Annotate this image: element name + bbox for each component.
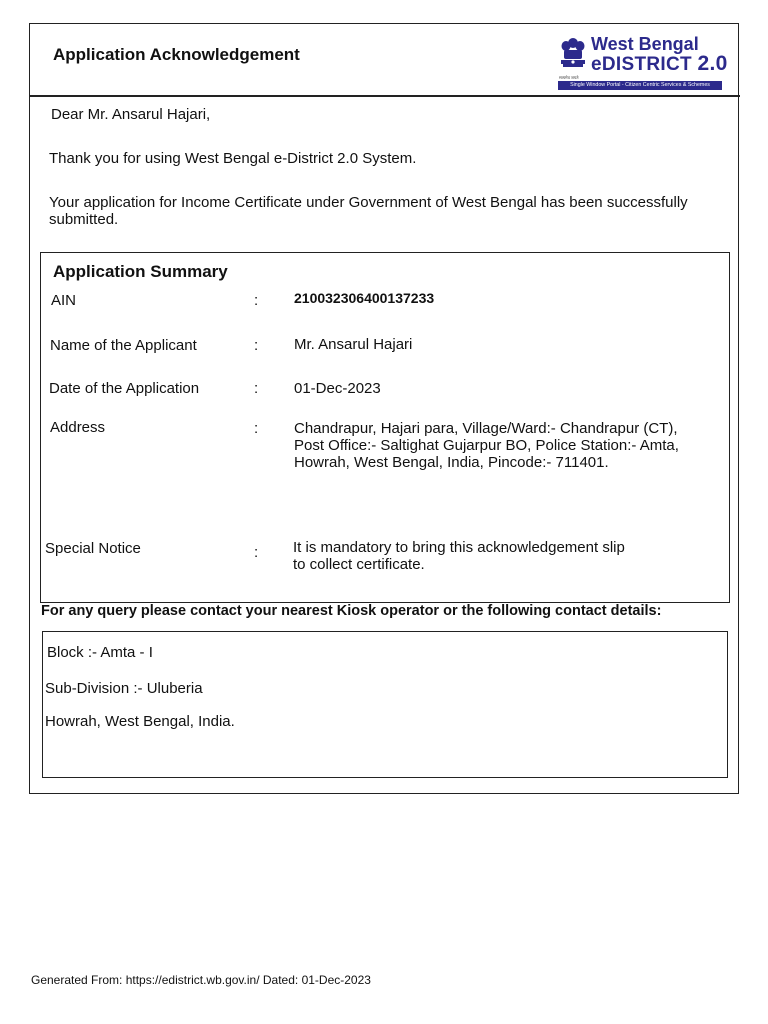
ain-separator: : (254, 292, 259, 309)
contact-subdivision: Sub-Division :- Uluberia (45, 680, 203, 697)
address-line: Post Office:- Saltighat Gujarpur BO, Police Station:- Amta, (294, 437, 679, 454)
west-bengal-edistrict-logo (556, 33, 728, 91)
submission-message-line2: submitted. (49, 211, 119, 228)
application-summary-heading: Application Summary (53, 262, 228, 281)
applicant-name-label: Name of the Applicant (50, 337, 197, 354)
contact-location: Howrah, West Bengal, India. (45, 713, 235, 730)
thanks-message: Thank you for using West Bengal e-District 2.0 System. (49, 150, 417, 167)
address-line: Chandrapur, Hajari para, Village/Ward:- Chandrapur (CT), (294, 420, 678, 437)
contact-query-text: For any query please contact your nearest Kiosk operator or the following contact details: (41, 603, 662, 619)
address-separator: : (254, 420, 259, 437)
logo-edistrict-prefix: eDISTRICT (591, 54, 692, 75)
special-notice-label: Special Notice (45, 540, 141, 557)
special-notice-separator: : (254, 544, 259, 561)
special-notice-line: It is mandatory to bring this acknowledgement slip (293, 539, 625, 556)
ashoka-emblem-icon (558, 35, 588, 75)
logo-west-bengal-text: West Bengal (591, 34, 699, 54)
applicant-name-separator: : (254, 337, 259, 354)
logo-edistrict-text (591, 52, 728, 76)
application-date-separator: : (254, 380, 259, 397)
ain-value: 210032306400137233 (294, 290, 435, 306)
greeting: Dear Mr. Ansarul Hajari, (51, 106, 211, 123)
page-title: Application Acknowledgement (53, 45, 300, 64)
special-notice-line: to collect certificate. (293, 556, 425, 573)
logo-version: 2.0 (697, 52, 728, 75)
application-date-value: 01-Dec-2023 (294, 380, 381, 397)
logo-motto: सत्यमेव जयते (559, 75, 579, 80)
header-divider (29, 95, 740, 97)
ain-label: AIN (51, 292, 77, 309)
application-date-label: Date of the Application (49, 380, 200, 397)
address-line: Howrah, West Bengal, India, Pincode:- 711401. (294, 454, 609, 471)
address-label: Address (50, 419, 106, 436)
contact-block: Block :- Amta - I (47, 644, 153, 661)
logo-tagline: Single Window Portal - Citizen Centric Services & Schemes (558, 81, 722, 90)
applicant-name-value: Mr. Ansarul Hajari (294, 336, 413, 353)
generated-footer: Generated From: https://edistrict.wb.gov.in/ Dated: 01-Dec-2023 (31, 973, 371, 987)
submission-message-line1: Your application for Income Certificate under Government of West Bengal has been successfully (49, 194, 688, 211)
